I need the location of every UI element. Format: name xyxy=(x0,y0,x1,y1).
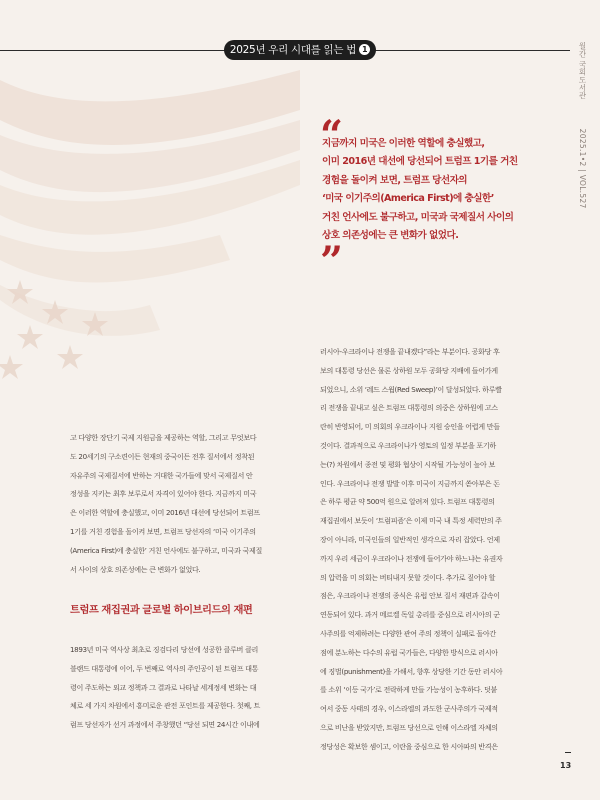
text-line: 것이다. 결과적으로 우크라이나가 영토의 일정 부분을 포기하 xyxy=(320,440,496,450)
section-header-pill xyxy=(224,40,376,60)
page-number: 13 xyxy=(560,761,572,770)
page-number-rule xyxy=(565,752,571,753)
section-header-title: 2025년 우리 시대를 읽는 법 xyxy=(229,44,357,56)
pull-quote-line: ‘미국 이기주의(America First)에 충실한’ xyxy=(322,193,494,205)
pull-quote-line: 거친 언사에도 불구하고, 미국과 국제질서 사이의 xyxy=(322,211,514,223)
text-line: 서 사이의 상호 의존성에는 큰 변화가 없었다. xyxy=(70,564,201,574)
text-line: 점은, 우크라이나 전쟁의 종식은 유럽 안보 질서 재편과 갈속이 xyxy=(320,591,500,601)
open-quote-icon: “ xyxy=(320,112,344,159)
text-line: 럼프 당선자가 선거 과정에서 주창했던 “당선 되면 24시간 이내에 xyxy=(70,720,260,730)
text-line: 보의 대통령 당선은 물론 상하원 모두 공화당 지배에 들어가게 xyxy=(320,365,498,375)
text-line: 정당성은 확보한 셈이고, 이란을 중심으로 한 시아파의 반격은 xyxy=(320,741,498,751)
text-line: 를 소위 ‘이등 국가’로 전락하게 만들 가능성이 농후하다. 덧붙 xyxy=(320,685,498,695)
text-line: 는(?) 차원에서 종전 및 평화 협상이 시작될 가능성이 높아 보 xyxy=(320,459,495,469)
text-line: 1893년 미국 역사상 최초로 징검다리 당선에 성공한 클루버 클리 xyxy=(70,645,258,654)
text-line: 에 징벌(punishment)을 가해서, 향후 상당한 기간 동안 러시아 xyxy=(320,666,503,676)
text-line: 은 이러한 역할에 충실했고, 이미 2016년 대선에 당선되어 트럼프 xyxy=(70,508,260,518)
issue-label: 2025.1•2 | VOL.527 xyxy=(578,128,587,209)
text-line: 연동되어 있다. 과거 메르켈 독일 총리를 중심으로 러시아의 군 xyxy=(320,610,500,620)
text-line: 점에 분노하는 다수의 유럽 국가들은, 다양한 방식으로 러시아 xyxy=(320,647,498,657)
text-line: 사주의를 억제하려는 다양한 관여 주의 정책이 실패로 돌아간 xyxy=(320,628,496,638)
text-line: 령이 주도하는 외교 정책과 그 결과로 나타날 세계정세 변화는 대 xyxy=(70,682,257,692)
pull-quote-line: 이미 2016년 대선에 당선되어 트럼프 1기를 거친 xyxy=(322,156,518,168)
publication-name: 월간 국회도서관 xyxy=(578,42,587,100)
text-line: 으로 비난을 받았지만, 트럼프 당선으로 인해 이스라엘 자체의 xyxy=(320,722,498,732)
pull-quote-line: 경험을 돌이켜 보면, 트럼프 당선자의 xyxy=(322,174,468,186)
text-line: 체로 세 가지 차원에서 흥미로운 관전 포인트를 제공한다. 첫째, 트 xyxy=(70,701,261,711)
text-line: 리 전쟁을 끝내고 싶은 트럼프 대통령의 의중은 상하원에 고스 xyxy=(320,403,498,413)
pull-quote xyxy=(322,135,572,245)
left-column-text-continued xyxy=(70,641,306,735)
text-line: 자유주의 국제질서에 반하는 거대한 국가들에 맞서 국제질서 안 xyxy=(70,470,253,480)
close-quote-icon: ” xyxy=(320,238,344,285)
text-line: 되었으니, 소위 ‘레드 스윕(Red Sweep)’이 달성되었다. 하루빨 xyxy=(320,384,502,394)
text-line: 란히 반영되어, 미 의회의 우크라이나 지원 승인을 어렵게 만들 xyxy=(320,422,500,432)
section-number-badge: 1 xyxy=(359,44,370,55)
text-line: (America First)에 충실한’ 거친 언사에도 불구하고, 미국과 국제질 xyxy=(70,545,263,555)
text-line: 도 20세기의 구소련이든 현재의 중국이든 전후 질서에서 정착된 xyxy=(70,451,255,461)
text-line: 까지 우리 세금이 우크라이나 전쟁에 들어가야 하느냐는 유권자 xyxy=(320,553,503,563)
text-line: 재집권에서 보듯이 ‘트럼피즘’은 이제 미국 내 특정 세력만의 주 xyxy=(320,516,502,526)
text-line: 정성을 지키는 최후 보루로서 자격이 있어야 한다. 지금까지 미국 xyxy=(70,489,257,499)
text-line: 은 하루 평균 약 500억 원으로 알려져 있다. 트럼프 대통령의 xyxy=(320,497,495,507)
text-line: 여서 중동 사태의 경우, 이스라엘의 과도한 군사주의가 국제적 xyxy=(320,704,498,714)
text-line: 블랜드 대통령에 이어, 두 번째로 역사의 주인공이 된 트럼프 대통 xyxy=(70,663,259,673)
text-line: 1기를 거친 경험을 돌이켜 보면, 트럼프 당선자의 ‘미국 이기주의 xyxy=(70,526,256,536)
text-line: 의 압력을 미 의회는 버티내지 못할 것이다. 추가로 짚어야 할 xyxy=(320,572,496,582)
text-line: 장이 아니라, 미국인들의 일반적인 생각으로 자리 잡았다. 언제 xyxy=(320,534,500,544)
right-column-text xyxy=(320,343,572,757)
text-line: 인다. 우크라이나 전쟁 발발 이후 미국이 지금까지 쏟아부은 돈 xyxy=(320,478,500,488)
pull-quote-line: 지금까지 미국은 이러한 역할에 충실했고, xyxy=(322,138,485,149)
left-column-text xyxy=(70,429,306,579)
text-line: 러시아-우크라이나 전쟁을 끝내겠다”라는 부분이다. 공화당 후 xyxy=(320,347,500,356)
pull-quote-line: 상호 의존성에는 큰 변화가 없었다. xyxy=(322,229,459,241)
text-line: 고 다양한 장단기 국제 지원금을 제공하는 역할, 그리고 무엇보다 xyxy=(70,433,257,442)
section-heading: 트럼프 재집권과 글로벌 하이브리드의 재편 xyxy=(70,604,253,616)
